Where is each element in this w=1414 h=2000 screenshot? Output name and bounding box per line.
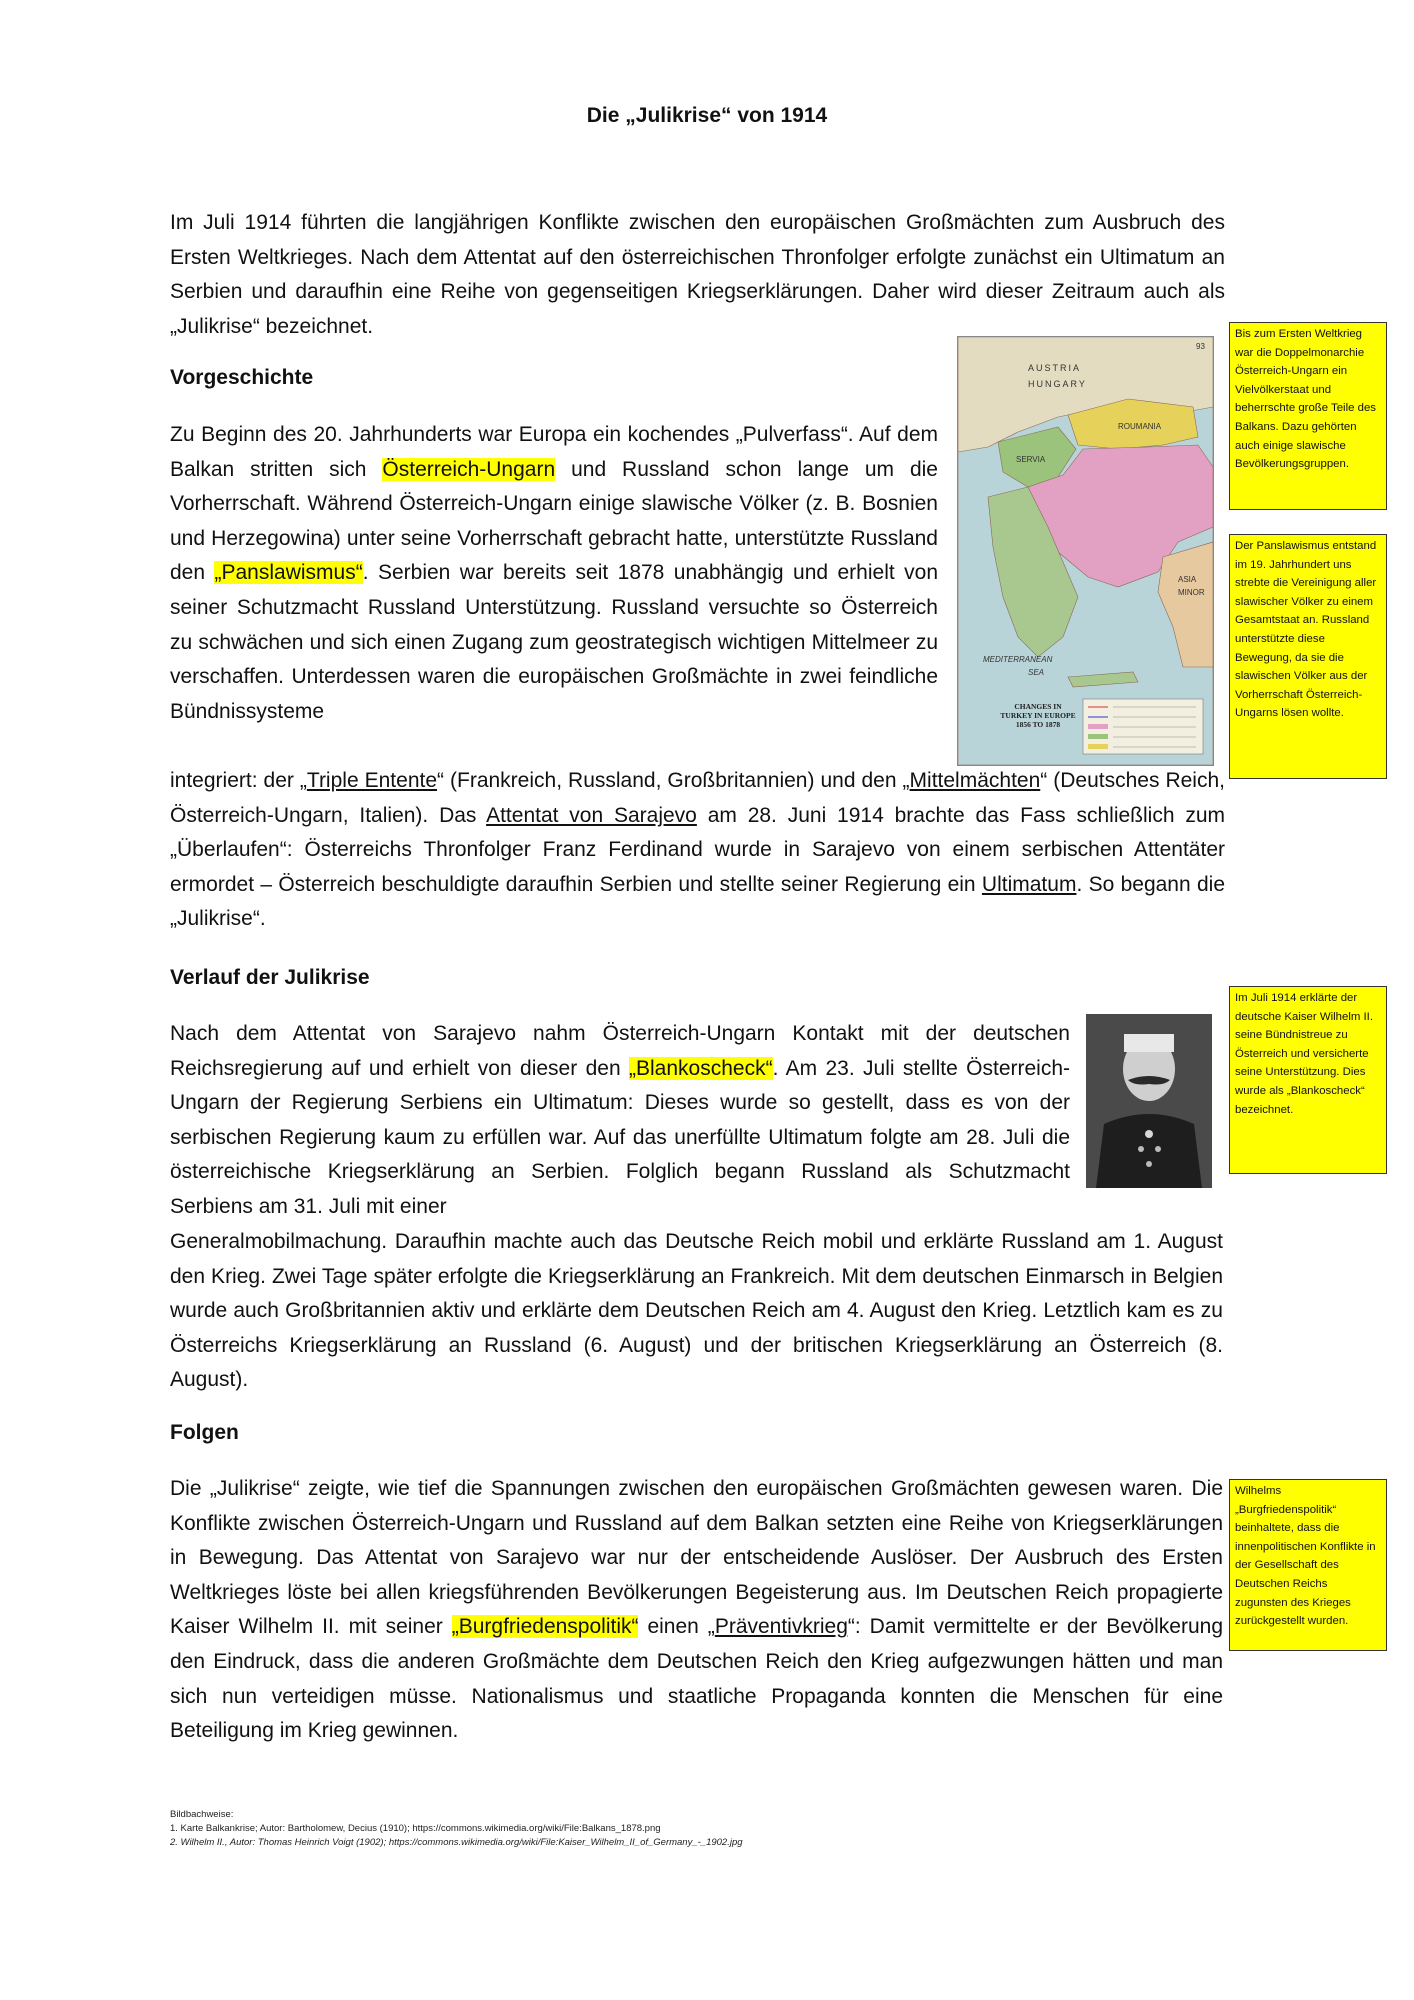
verlauf-paragraph-2: Generalmobilmachung. Daraufhin machte auch das Deutsche Reich mobil und erklärte Russland am 1. August den Krieg. Zwei Tage später erfolgte die Kriegserklärung an Frankreich. Mit dem deutschen Einmarsch in Belgien wurde auch Großbritannien aktiv und erklärte dem Deutschen Reich am 4. August den Krieg. Letztlich kam es zu Österreichs Kriegserklärung an Russland (6. August) und der britischen Kriegserklärung an Österreich (8. August). (170, 1230, 1223, 1392)
highlight-panslawismus: „Panslawismus“ (214, 561, 363, 585)
map-label-roumania: ROUMANIA (1118, 422, 1162, 431)
heading-vorgeschichte: Vorgeschichte (170, 366, 314, 389)
margin-note-oesterreich-ungarn: Bis zum Ersten Weltkrieg war die Doppelmonarchie Österreich-Ungarn ein Vielvölkerstaat und beherrschte große Teile des Balkans. Dazu gehörten auch einige slawische Bevölkerungsgruppen. (1229, 322, 1387, 510)
map-label-minor: MINOR (1178, 588, 1205, 597)
heading-verlauf: Verlauf der Julikrise (170, 966, 370, 989)
intro-paragraph: Im Juli 1914 führten die langjährigen Konflikte zwischen den europäischen Großmächten zum Ausbruch des Ersten Weltkrieges. Nach dem Attentat auf den österreichischen Thronfolger erfolgte zunächst ein Ultimatum an Serbien und daraufhin eine Reihe von gegenseitigen Kriegserklärungen. Daher wird dieser Zeitraum auch als „Julikrise“ bezeichnet. (170, 211, 1225, 338)
vorgeschichte-paragraph-1: Zu Beginn des 20. Jahrhunderts war Europa ein kochendes „Pulverfass“. Auf dem Balkan stritten sich Österreich-Ungarn und Russland schon lange um die Vorherrschaft. Während Österreich-Ungarn einige slawische Völker (z. B. Bosnien und Herzegowina) unter seine Vorherrschaft gebracht hatte, unterstützte Russland den „Panslawismus“. Serbien war bereits seit 1878 unabhängig und erhielt von seiner Schutzmacht Russland Unterstützung. Russland versuchte so Österreich zu schwächen und sich einen Zugang zum geostrategisch wichtigen Mittelmeer zu verschaffen. Unterdessen waren die europäischen Großmächte in zwei feindliche Bündnissysteme (170, 423, 938, 723)
verlauf-paragraph-1: Nach dem Attentat von Sarajevo nahm Österreich-Ungarn Kontakt mit der deutschen Reichsregierung auf und erhielt von dieser den „Blankoscheck“. Am 23. Juli stellte Österreich-Ungarn der Regierung Serbiens ein Ultimatum: Dieses wurde so gestellt, dass es von der serbischen Regierung kaum zu erfüllen war. Auf das unerfüllte Ultimatum folgte am 28. Juli die österreichische Kriegserklärung an Serbien. Folglich begann Russland als Schutzmacht Serbiens am 31. Juli mit einer (170, 1022, 1071, 1218)
term-attentat-sarajevo: Attentat von Sarajevo (486, 803, 697, 827)
highlight-oesterreich-ungarn: Österreich-Ungarn (382, 457, 556, 481)
map-label-hungary: HUNGARY (1028, 379, 1087, 389)
term-ultimatum: Ultimatum (981, 872, 1077, 896)
map-label-mediterranean: MEDITERRANEAN (983, 655, 1053, 664)
term-praeventivkrieg: Präventivkrieg (714, 1615, 848, 1639)
vorgeschichte-paragraph-2: integriert: der „Triple Entente“ (Frankreich, Russland, Großbritannien) und den „Mittelmächten“ (Deutsches Reich, Österreich-Ungarn, Italien). Das Attentat von Sarajevo am 28. Juni 1914 brachte das Fass schließlich zum „Überlaufen“: Österreichs Thronfolger Franz Ferdinand wurde in Sarajevo von einem serbischen Attentäter ermordet – Österreich beschuldigte daraufhin Serbien und stellte seiner Regierung ein Ultimatum. So begann die „Julikrise“. (170, 769, 1226, 931)
folgen-paragraph: Die „Julikrise“ zeigte, wie tief die Spannungen zwischen den europäischen Großmächten gewesen waren. Die Konflikte zwischen Österreich-Ungarn und Russland auf dem Balkan setzten eine Reihe von Kriegserklärungen in Bewegung. Das Attentat von Sarajevo war nur der entscheidende Auslöser. Der Ausbruch des Ersten Weltkrieges löste bei allen kriegsführenden Bevölkerungen Begeisterung aus. Im Deutschen Reich propagierte Kaiser Wilhelm II. mit seiner „Burgfriedenspolitik“ einen „Präventivkrieg“: Damit vermittelte er der Bevölkerung den Eindruck, dass die anderen Großmächte dem Deutschen Reich den Krieg aufgezwungen hätten und man sich nun verteidigen müsse. Nationalismus und staatliche Propaganda konnten die Menschen für eine Beteiligung im Krieg gewinnen. (170, 1477, 1224, 1743)
map-label-servia: SERVIA (1016, 455, 1046, 464)
term-mittelmaechte: Mittelmächten (909, 769, 1041, 792)
image-credits (170, 1808, 743, 1850)
wilhelm-ii-portrait-image (1086, 1014, 1212, 1188)
page-title: Die „Julikrise“ von 1914 (586, 104, 828, 127)
highlight-burgfriedenspolitik: „Burgfriedenspolitik“ (451, 1615, 639, 1639)
map-page-number: 93 (1196, 342, 1205, 351)
margin-note-panslawismus: Der Panslawismus entstand im 19. Jahrhundert uns strebte die Vereinigung aller slawischer Völker zu einem Gesamtstaat an. Russland unterstützte diese Bewegung, da sie die slawischen Völker aus der Vorherrschaft Österreich-Ungarns lösen wollte. (1229, 534, 1387, 779)
map-label-asia: ASIA (1178, 575, 1197, 584)
map-label-sea: SEA (1028, 668, 1045, 677)
term-triple-entente: Triple Entente (306, 769, 438, 792)
balkan-map-image (957, 336, 1214, 766)
heading-folgen: Folgen (170, 1421, 239, 1444)
credit-map: 1. Karte Balkankrise; Autor: Bartholomew, Decius (1910); https://commons.wikimedia.org/wiki/File:Balkans_1878.png (170, 1823, 661, 1834)
margin-note-burgfriedenspolitik: Wilhelms „Burgfriedenspolitik“ beinhaltete, dass die innenpolitischen Konflikte in der Gesellschaft des Deutschen Reichs zugunsten des Krieges zurückgestellt wurden. (1229, 1479, 1387, 1651)
credit-portrait: 2. Wilhelm II., Autor: Thomas Heinrich Voigt (1902); https://commons.wikimedia.org/wiki/File:Kaiser_Wilhelm_II_of_Germany_-_1902.jpg (170, 1837, 743, 1848)
map-caption: CHANGES IN TURKEY IN EUROPE 1856 TO 1878 (1000, 702, 1076, 729)
highlight-blankoscheck: „Blankoscheck“ (629, 1056, 773, 1080)
map-label-austria: AUSTRIA (1028, 363, 1082, 373)
margin-note-blankoscheck: Im Juli 1914 erklärte der deutsche Kaiser Wilhelm II. seine Bündnistreue zu Österreich und versicherte seine Unterstützung. Dies wurde als „Blankoscheck“ bezeichnet. (1229, 986, 1387, 1174)
credits-heading: Bildbachweise: (170, 1809, 234, 1820)
